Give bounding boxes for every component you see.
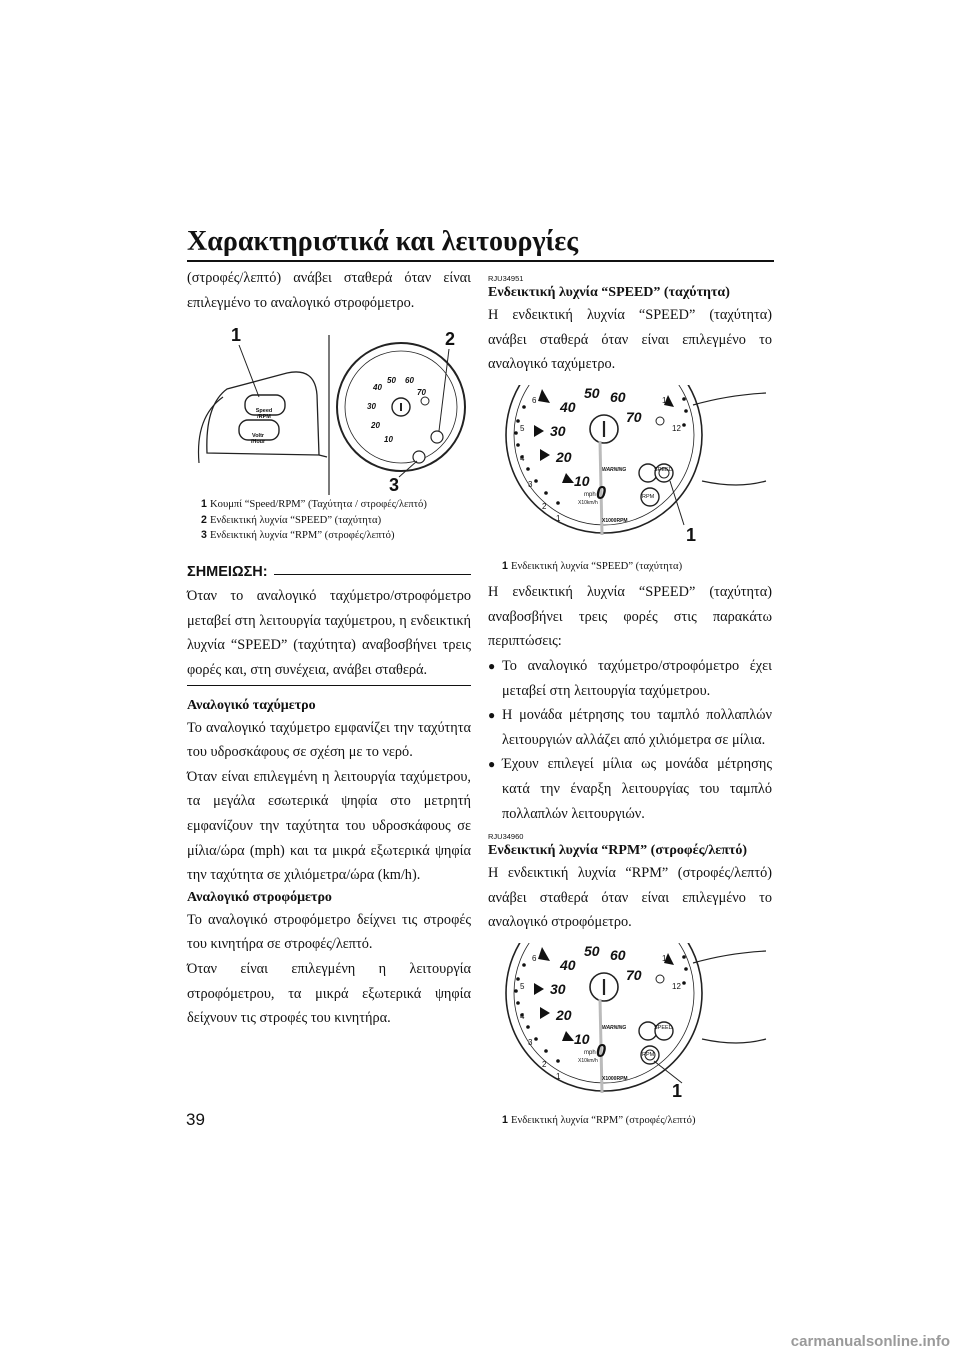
- tachometer-paragraph-2: Όταν είναι επιλεγμένη η λειτουργία στροφόμετρου, τα μικρά εξωτερικά ψηφία δείχνουν τις στροφές του κινητήρα.: [187, 961, 471, 1027]
- tachometer-paragraph-1: Το αναλογικό στροφόμετρο δείχνει τις στροφές του κινητήρα σε στροφές/λεπτό.: [187, 911, 471, 953]
- caption-item: [502, 559, 772, 575]
- speedometer-paragraph-2: Όταν είναι επιλεγμένη η λειτουργία ταχύμετρου, τα μεγάλα εσωτερικά ψηφία στο μετρητή εμφανίζουν την ταχύτητα του υδροσκάφους σε μίλια/ώρα (mph) και τα μικρά εξωτερικά ψηφία την ταχύτητα σε χιλιόμετρα/ώρα (km/h).: [187, 768, 471, 884]
- figure3-caption: [502, 1113, 772, 1129]
- figure-rpm-lamp: [488, 943, 772, 1111]
- fig2-rpm-3: 3: [528, 479, 533, 489]
- caption-number: 3: [201, 529, 207, 542]
- right-column: [488, 266, 772, 1129]
- caption-text: Κουμπί “Speed/RPM” (Ταχύτητα / στροφές/λεπτό): [210, 499, 427, 511]
- caption-text: Ενδεικτική λυχνία “SPEED” (ταχύτητα): [210, 514, 382, 526]
- fig2-mph-10: 10: [574, 472, 590, 489]
- fig1-mph-20: 20: [371, 421, 380, 431]
- fig2-kmh-label: X10km/h: [578, 499, 598, 506]
- fig1-mph-60: 60: [405, 376, 414, 386]
- fig3-rpm-label: RPM: [642, 1052, 655, 1058]
- fig1-callout-1: 1: [231, 325, 242, 346]
- figure-handlebar-gauge: [187, 325, 471, 495]
- bullet-text: Το αναλογικό ταχύμετρο/στροφόμετρο έχει μεταβεί στη λειτουργία ταχύμετρου.: [502, 658, 772, 699]
- caption-item: [201, 528, 471, 544]
- bullet-text: Έχουν επιλεγεί μίλια ως μονάδα μέτρησης κατά την έναρξη λειτουργίας του ταμπλό πολλαπλών λειτουργιών.: [502, 756, 772, 822]
- figure1-captions: [201, 497, 471, 544]
- fig1-callout-2: 2: [445, 329, 456, 350]
- fig2-mph-20: 20: [556, 448, 572, 465]
- fig1-button-label-2: Voltr /Hour: [250, 433, 266, 446]
- left-column: [187, 266, 471, 1031]
- fig1-mph-50: 50: [387, 376, 396, 386]
- note-header: [187, 560, 471, 585]
- fig2-warning-label: WARNING: [602, 466, 627, 473]
- speed-section-code: RJU34951: [488, 274, 524, 283]
- caption-number: 1: [502, 1114, 508, 1126]
- fig1-callout-3: 3: [389, 475, 400, 496]
- bullet-dot: ●: [488, 659, 496, 674]
- fig3-rpm-6: 6: [532, 954, 537, 963]
- caption-item: [502, 1113, 772, 1129]
- fig2-mph-30: 30: [550, 422, 566, 439]
- caption-text: Ενδεικτική λυχνία “SPEED” (ταχύτητα): [511, 560, 683, 572]
- fig3-callout-1: 1: [672, 1081, 683, 1101]
- fig3-rpm-12: 12: [672, 982, 681, 991]
- fig3-rpm-4: 4: [520, 1012, 525, 1021]
- speed-section-heading: Ενδεικτική λυχνία “SPEED” (ταχύτητα): [488, 285, 730, 300]
- tachometer-heading: Αναλογικό στροφόμετρο: [187, 889, 332, 905]
- bullet-item: [488, 654, 772, 703]
- fig3-mph-20: 20: [556, 1007, 572, 1023]
- fig2-speed-label: SPEED: [654, 466, 673, 473]
- handlebar-gauge-illustration: [187, 325, 471, 495]
- fig3-speed-label: SPEED: [654, 1025, 673, 1031]
- fig2-rpm-4: 4: [520, 453, 525, 463]
- caption-number: 2: [201, 513, 207, 526]
- note-end-rule: [187, 685, 471, 686]
- fig1-mph-70: 70: [417, 388, 426, 398]
- fig2-mph-60: 60: [610, 388, 626, 405]
- fig2-mph-40: 40: [560, 398, 576, 415]
- watermark: carmanualsonline.info: [790, 1333, 950, 1350]
- fig3-rpm-11: 11: [662, 954, 671, 963]
- bullet-dot: ●: [488, 757, 496, 772]
- rpm-section-code: RJU34960: [488, 832, 524, 842]
- caption-item: [201, 513, 471, 529]
- fig1-mph-40: 40: [373, 383, 382, 393]
- fig2-callout-1: 1: [686, 524, 697, 545]
- intro-paragraph: (στροφές/λεπτό) ανάβει σταθερά όταν είναι επιλεγμένο το αναλογικό στροφόμετρο.: [187, 270, 471, 311]
- page-title: Χαρακτηριστικά και λειτουργίες: [187, 226, 579, 257]
- fig1-button-label-1: Speed /RPM: [255, 408, 273, 421]
- fig2-mph-label: mph: [584, 491, 596, 498]
- fig3-mph-30: 30: [550, 981, 566, 997]
- fig3-mph-70: 70: [626, 967, 642, 983]
- figure-speed-lamp: [488, 385, 772, 557]
- bullet-item: [488, 703, 772, 752]
- fig2-zero: 0: [596, 482, 607, 503]
- fig2-x1000-label: X1000RPM: [602, 517, 628, 524]
- figure2-caption: [502, 559, 772, 575]
- page-header: [187, 222, 774, 262]
- fig1-mph-10: 10: [384, 435, 393, 445]
- speedometer-heading: Αναλογικό ταχύμετρο: [187, 697, 316, 713]
- bullet-dot: ●: [488, 708, 496, 723]
- fig3-rpm-2: 2: [542, 1060, 547, 1069]
- fig3-x1000-label: X1000RPM: [602, 1076, 628, 1082]
- fig3-rpm-1: 1: [556, 1072, 561, 1081]
- fig3-mph-60: 60: [610, 947, 626, 963]
- speedometer-paragraph-1: Το αναλογικό ταχύμετρο εμφανίζει την ταχύτητα του υδροσκάφους σε σχέση με το νερό.: [187, 719, 471, 761]
- fig3-rpm-5: 5: [520, 982, 525, 991]
- caption-item: [201, 497, 471, 513]
- speed-section-paragraph-1: Η ενδεικτική λυχνία “SPEED” (ταχύτητα) ανάβει σταθερά όταν είναι επιλεγμένο το αναλογικό ταχύμετρο.: [488, 307, 772, 373]
- fig2-rpm-2: 2: [542, 501, 547, 511]
- fig2-rpm-6: 6: [532, 395, 537, 405]
- caption-text: Ενδεικτική λυχνία “RPM” (στροφές/λεπτό): [511, 1115, 696, 1126]
- fig2-rpm-11: 11: [662, 395, 671, 405]
- note-text: Όταν το αναλογικό ταχύμετρο/στροφόμετρο μεταβεί στη λειτουργία ταχύμετρου, η ενδεικτική λυχνία “SPEED” (ταχύτητα) αναβοσβήνει τρεις φορές και, στη συνέχεια, ανάβει σταθερά.: [187, 588, 471, 679]
- bullet-text: Η μονάδα μέτρησης του ταμπλό πολλαπλών λειτουργιών αλλάζει από χιλιόμετρα σε μίλια.: [502, 707, 772, 748]
- fig2-mph-70: 70: [626, 408, 642, 425]
- note-title: ΣΗΜΕΙΩΣΗ:: [187, 563, 268, 580]
- rpm-section-paragraph-1: Η ενδεικτική λυχνία “RPM” (στροφές/λεπτό) ανάβει σταθερά όταν είναι επιλεγμένο το αναλογικό στροφόμετρο.: [488, 865, 772, 931]
- fig3-zero: 0: [596, 1041, 607, 1061]
- note-rule: [274, 574, 471, 575]
- fig2-mph-50: 50: [584, 384, 600, 401]
- fig3-mph-50: 50: [584, 943, 600, 959]
- fig2-rpm-5: 5: [520, 423, 525, 433]
- caption-number: 1: [201, 498, 207, 511]
- fig2-rpm-label: RPM: [642, 493, 655, 500]
- bullet-item: [488, 752, 772, 826]
- fig3-mph-40: 40: [560, 957, 576, 973]
- rpm-section-heading: Ενδεικτική λυχνία “RPM” (στροφές/λεπτό): [488, 843, 748, 859]
- fig3-mph-10: 10: [574, 1031, 590, 1047]
- fig1-mph-30: 30: [367, 402, 376, 412]
- caption-text: Ενδεικτική λυχνία “RPM” (στροφές/λεπτό): [210, 530, 395, 542]
- speed-section-paragraph-2: Η ενδεικτική λυχνία “SPEED” (ταχύτητα) αναβοσβήνει τρεις φορές στις παρακάτω περιπτώσεις:: [488, 584, 772, 650]
- fig3-kmh-label: X10km/h: [578, 1058, 598, 1064]
- page-number: 39: [186, 1110, 205, 1129]
- fig3-warning-label: WARNING: [602, 1025, 627, 1031]
- fig2-rpm-1: 1: [556, 513, 561, 523]
- caption-number: 1: [502, 559, 508, 572]
- fig3-rpm-3: 3: [528, 1038, 533, 1047]
- fig2-rpm-12: 12: [672, 423, 681, 433]
- fig3-mph-label: mph: [584, 1050, 596, 1056]
